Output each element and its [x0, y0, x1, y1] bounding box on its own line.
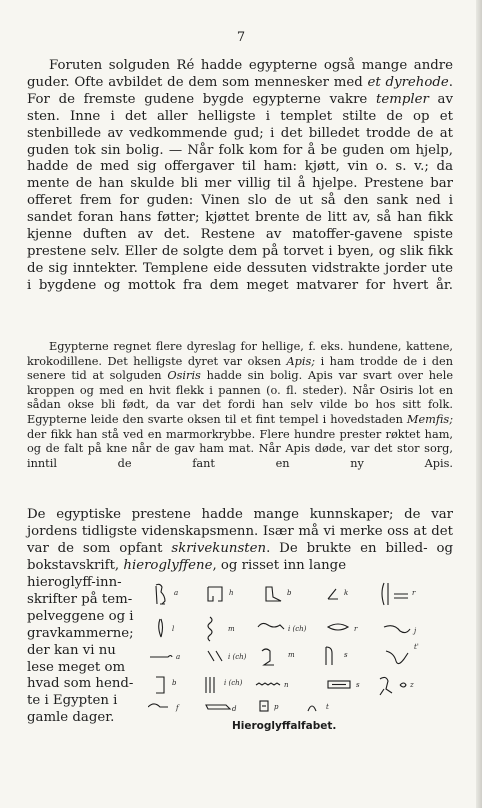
- hieroglyph-label: t': [414, 643, 419, 651]
- wrap-line: gamle dager.: [27, 710, 115, 726]
- water-hieroglyph-icon: [256, 683, 280, 685]
- paragraph-writing: De egyptiske prestene hadde mange kunnskaper; de var jordens tidligste videnskapsmenn. Især må vi merke oss at det var de som opfant skrivekunsten. De brukte en billed- og bokstavskrift, hieroglyffene, og risset inn lange: [27, 507, 454, 573]
- wrap-line: gravkammerne;: [27, 625, 134, 641]
- hieroglyph-label: t: [326, 703, 329, 711]
- house-plan-hieroglyph-icon: [208, 587, 222, 601]
- hieroglyph-label: i (ch): [228, 653, 247, 661]
- wrap-line: lese meget om: [27, 659, 126, 675]
- hieroglyph-label: i (ch): [288, 625, 307, 633]
- figure-caption: Hieroglyffalfabet.: [232, 720, 337, 732]
- twisted-flax-hieroglyph-icon: [208, 617, 212, 641]
- hieroglyph-label: f: [176, 704, 179, 712]
- hieroglyph-label: m: [228, 625, 235, 633]
- wrapped-text-column: [27, 575, 145, 727]
- hieroglyph-label: j: [414, 627, 417, 635]
- hieroglyph-label: i (ch): [224, 679, 243, 687]
- hieroglyph-label: k: [344, 589, 349, 597]
- hieroglyph-label: p: [274, 703, 279, 711]
- hieroglyph-label: b: [287, 589, 292, 597]
- vulture-hieroglyph-icon: [156, 584, 165, 604]
- placenta-hieroglyph-icon: [258, 623, 284, 629]
- reed-hieroglyph-icon: [382, 583, 408, 605]
- reed-pair-hieroglyph-icon: [206, 677, 214, 693]
- cobra-hieroglyph-icon: [386, 651, 408, 664]
- hand-hieroglyph-icon: [206, 705, 230, 709]
- hill-hieroglyph-icon: [308, 706, 316, 711]
- hieroglyph-label: d: [232, 705, 237, 713]
- horned-viper-hieroglyph-icon: [148, 704, 168, 707]
- hieroglyph-label: b: [172, 679, 177, 687]
- mouth-hieroglyph-icon: [328, 624, 348, 630]
- double-reed-hieroglyph-icon: [208, 651, 222, 661]
- wrap-line: hieroglyff-inn-: [27, 575, 122, 590]
- folded-cloth-hieroglyph-icon: [326, 647, 332, 665]
- pool-hieroglyph-icon: [328, 681, 350, 688]
- wrap-line: te i Egypten i: [27, 693, 118, 709]
- basket-hieroglyph-icon: [328, 589, 338, 599]
- door-bolt-hieroglyph-icon: [156, 677, 164, 693]
- page-edge: [476, 0, 482, 808]
- hieroglyph-label: a: [176, 653, 181, 661]
- hieroglyph-label: z: [410, 681, 414, 689]
- wrap-line: pelveggene og i: [27, 608, 134, 624]
- reed-leaf-hieroglyph-icon: [159, 619, 163, 637]
- hieroglyph-label: a: [174, 589, 179, 597]
- stool-hieroglyph-icon: [260, 701, 268, 711]
- hieroglyph-label: m: [288, 651, 295, 659]
- wrap-line: hvad som hend-: [27, 676, 134, 692]
- wrap-line: der kan vi nu: [27, 642, 116, 658]
- hieroglyph-label: n: [284, 681, 289, 689]
- wrap-line: skrifter på tem-: [27, 591, 133, 607]
- hieroglyph-alphabet-figure: [148, 581, 448, 741]
- paragraph-sacred-animals: Egypterne regnet flere dyreslag for hellige, f. eks. hundene, kattene, krokodillene. Det helligste dyret var oksen Apis; i ham trodde de i den senere tid at solguden Osiris hadde sin bolig. Apis var svart over hele kroppen og med en hvit flekk i pannen (o. fl. steder). Når Osiris lot en sådan okse bli født, da var det fordi han selv vilde bo hos sitt folk. Egypterne leide den svarte oksen til et fint tempel i hovedstaden Memfis; der fikk han stå ved en marmorkrybbe. Flere hundre prester røktet ham, og de falt på kne når de gav ham mat. Når Apis døde, var det stor sorg, inntil de fant en ny Apis.: [27, 340, 454, 470]
- hieroglyph-label: s: [356, 681, 360, 689]
- hieroglyph-label: r: [354, 625, 358, 633]
- owl-hieroglyph-icon: [262, 649, 274, 665]
- hieroglyph-label: r: [412, 589, 416, 597]
- hieroglyph-label: l: [172, 625, 175, 633]
- page-number: 7: [236, 30, 246, 45]
- snake-hieroglyph-icon: [384, 626, 410, 633]
- paragraph-temples: Foruten solguden Ré hadde egypterne også mange andre guder. Ofte avbildet de dem som mennesker med et dyrehode. For de fremste gudene bygde egypterne vakre templer av sten. Inne i det aller helligste i templet stilte de op et stenbillede av vedkommende gud; i det billedet trodde de at guden tok sin bolig. — Når folk kom for å be guden om hjelp, hadde de med sig offergaver til ham: kjøtt, vin o. s. v.; da mente de han skulde bli mer villig til å hjelpe. Prestene bar offeret frem for guden: Vinen slo de ut så den sank ned i sandet foran hans føtter; kjøttet brente de litt av, så han fikk kjenne duften av det. Restene av matoffer-gavene spiste prestene selv. Eller de solgte dem på torvet i byen, og slik fikk de sig inntekter. Templene eide dessuten vidstrakte jorder ute i bygdene og mottok fra dem meget matvarer for hvert år.: [27, 58, 453, 293]
- arm-hieroglyph-icon: [150, 656, 172, 658]
- hieroglyph-label: s: [344, 651, 348, 659]
- quail-chick-hieroglyph-icon: [380, 677, 406, 695]
- hieroglyph-label: h: [229, 589, 234, 597]
- foot-hieroglyph-icon: [266, 587, 281, 601]
